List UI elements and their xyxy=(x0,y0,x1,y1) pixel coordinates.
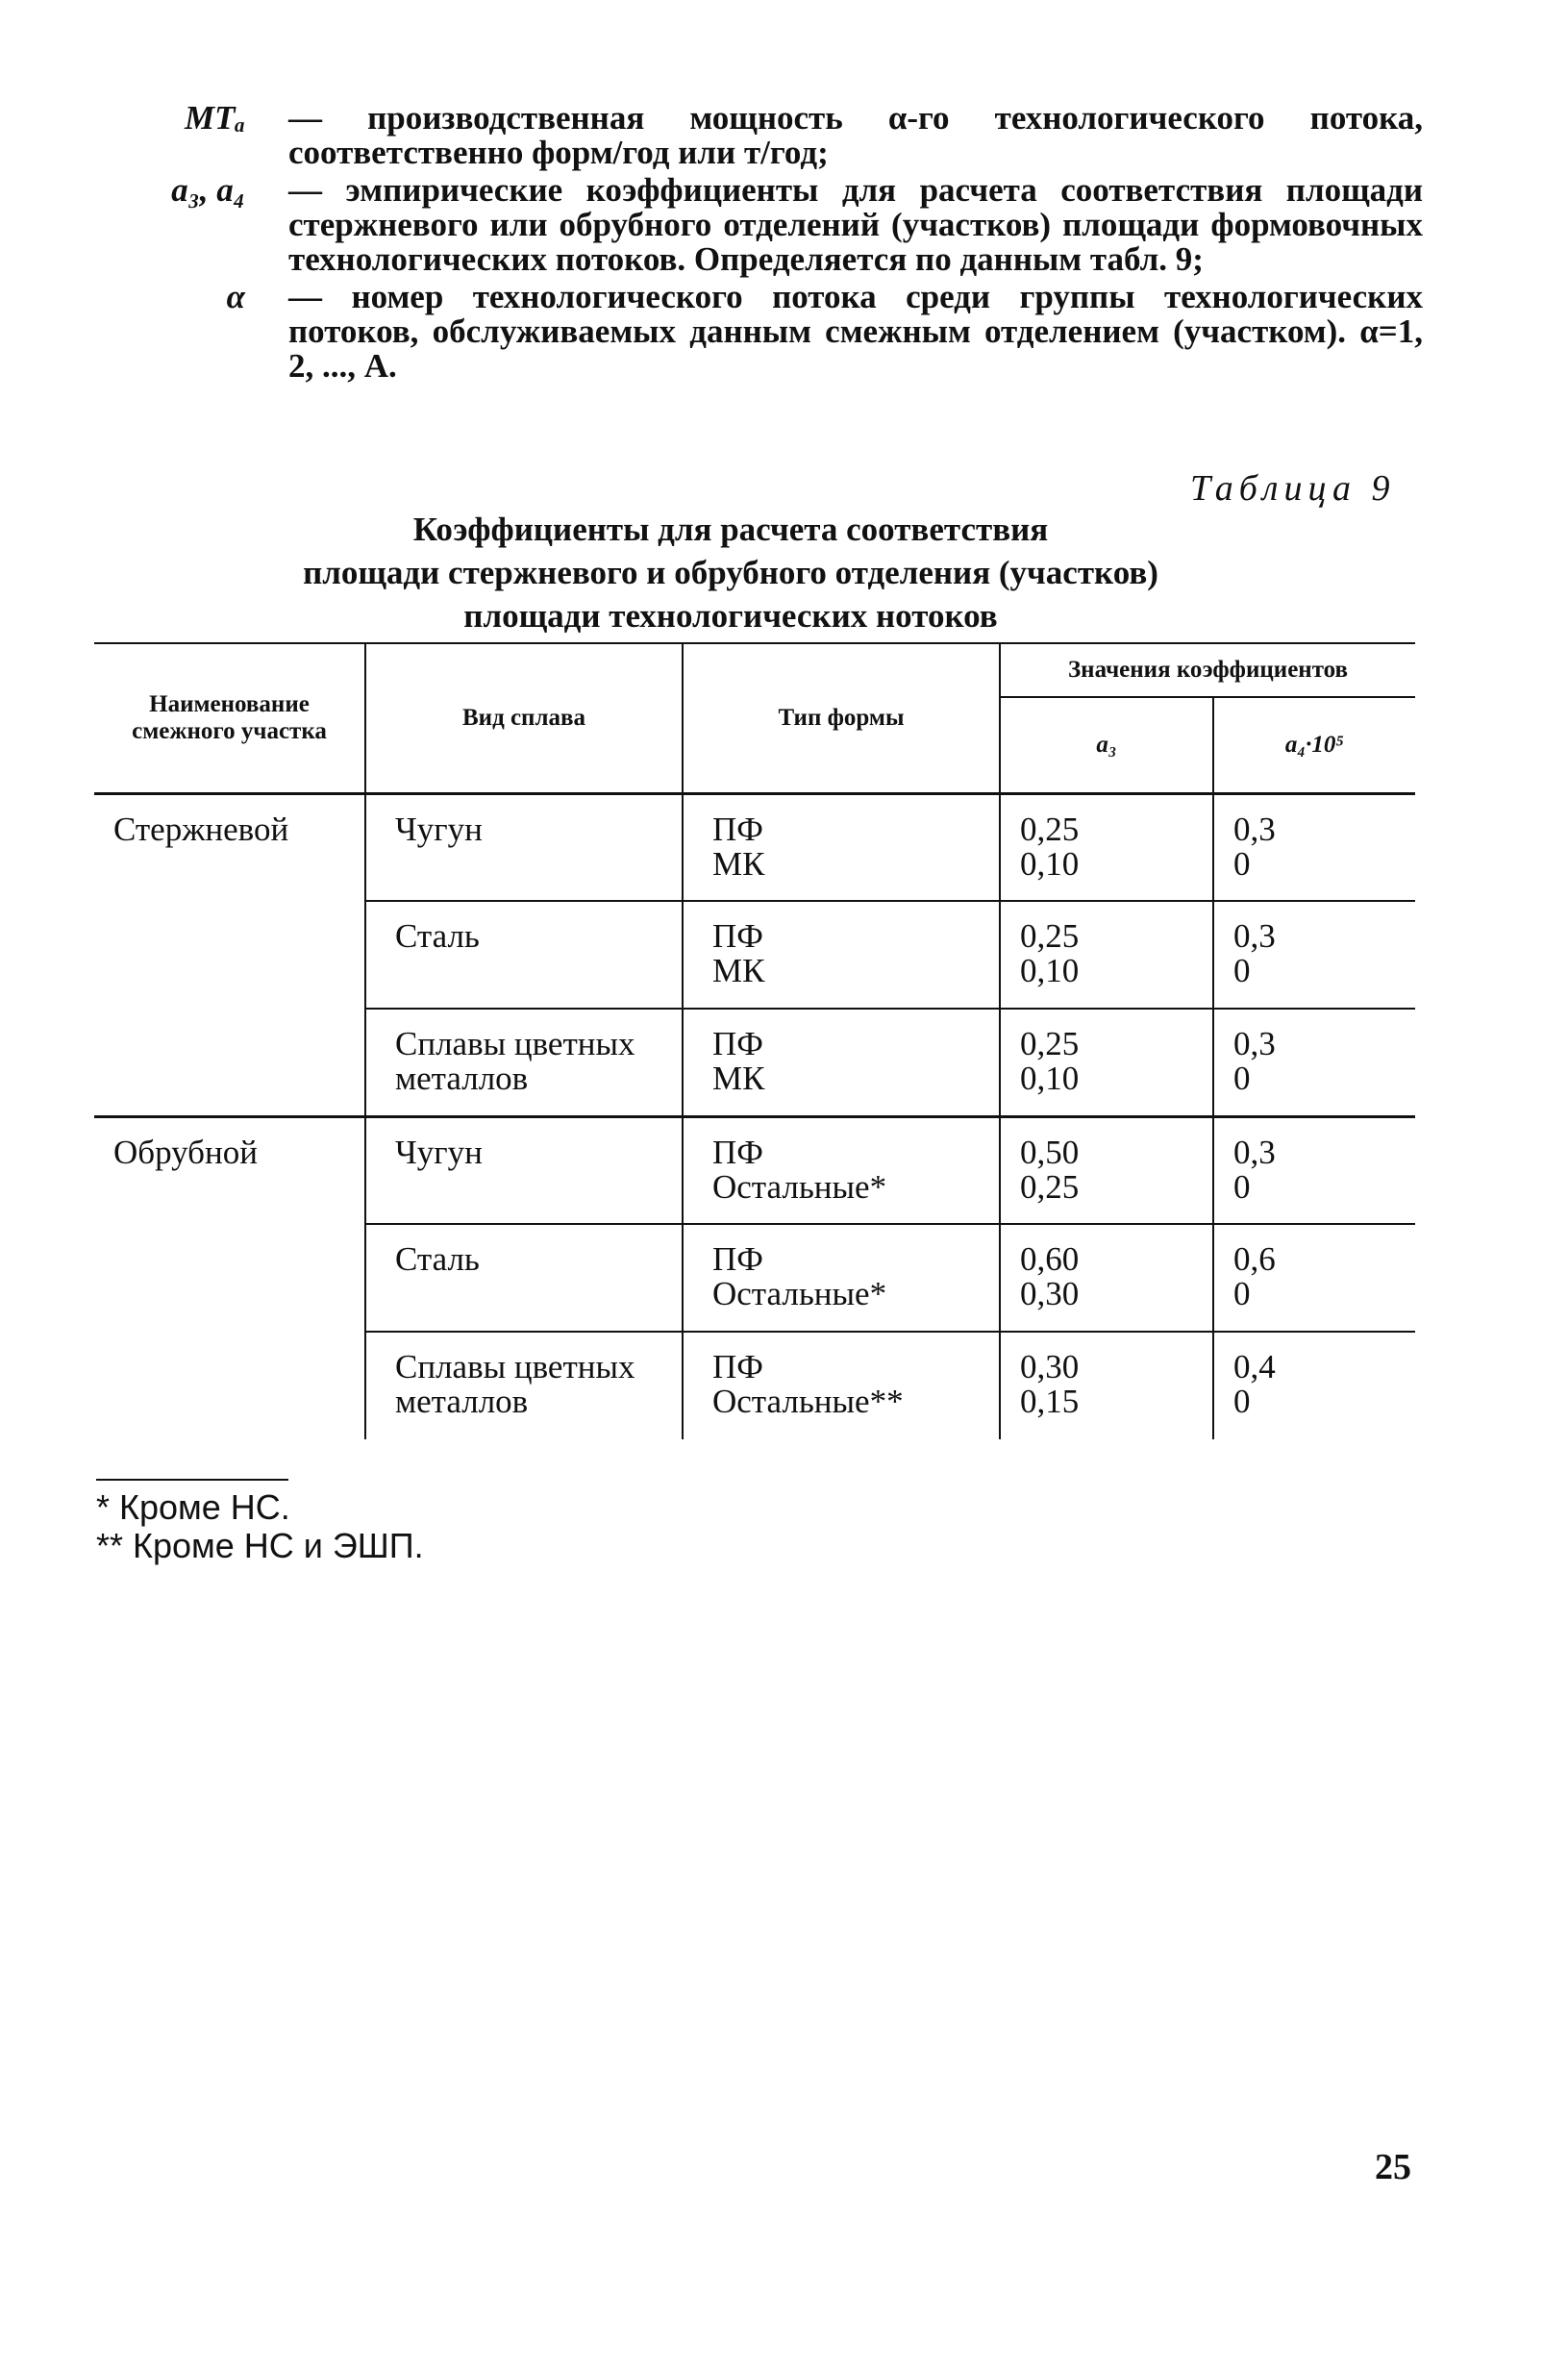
header-a4: a₄·10⁵ xyxy=(1213,697,1415,793)
a4-cell xyxy=(1213,1009,1415,1116)
form-cell xyxy=(683,1116,1000,1224)
alloy-cell: Сплавы цветных металлов xyxy=(365,1009,683,1116)
page-number: 25 xyxy=(1375,2147,1411,2187)
a4-cell-line: 0 xyxy=(1233,844,1251,883)
section-name: Обрубной xyxy=(113,1133,258,1171)
a3-cell-line: 0,25 xyxy=(1020,917,1080,955)
alloy-cell: Сталь xyxy=(365,901,683,1009)
definition-item xyxy=(185,99,1423,171)
form-cell xyxy=(683,1332,1000,1439)
header-section: Наименование смежного участка xyxy=(94,643,365,793)
a4-cell-line: 0,3 xyxy=(1233,1025,1276,1062)
a4-cell-line: 0,6 xyxy=(1233,1240,1276,1278)
table-row xyxy=(94,1116,1415,1224)
form-cell-line: МК xyxy=(712,952,765,989)
table-body xyxy=(94,793,1415,1439)
a3-cell-line: 0,15 xyxy=(1020,1383,1080,1420)
table-title xyxy=(250,508,1211,637)
a3-cell-line: 0,10 xyxy=(1020,952,1080,989)
form-cell-line: Остальные** xyxy=(712,1383,904,1420)
a4-cell xyxy=(1213,1224,1415,1332)
table-row xyxy=(94,793,1415,901)
footnote-rule xyxy=(96,1479,288,1481)
form-cell-line: ПФ xyxy=(712,810,763,848)
a3-cell xyxy=(1000,901,1213,1009)
form-cell xyxy=(683,1009,1000,1116)
a3-cell xyxy=(1000,793,1213,901)
footnote: * Кроме НС. xyxy=(96,1487,290,1527)
a3-cell-line: 0,10 xyxy=(1020,1060,1080,1097)
a4-cell-line: 0 xyxy=(1233,1060,1251,1097)
a3-cell-line: 0,10 xyxy=(1020,844,1080,883)
definitions-list xyxy=(171,99,1423,387)
a4-cell-line: 0,3 xyxy=(1233,917,1276,955)
a3-cell xyxy=(1000,1116,1213,1224)
header-values-group: Значения коэффициентов xyxy=(1000,643,1415,697)
form-cell xyxy=(683,901,1000,1009)
header-alloy: Вид сплава xyxy=(365,643,683,793)
a3-cell-line: 0,25 xyxy=(1020,810,1080,848)
table-caption: Таблица 9 xyxy=(1190,468,1396,509)
header-form: Тип формы xyxy=(683,643,1000,793)
a3-cell-line: 0,30 xyxy=(1020,1348,1080,1385)
alloy-cell: Сталь xyxy=(365,1224,683,1332)
definition-item xyxy=(226,278,1423,385)
form-cell-line: ПФ xyxy=(712,1133,763,1171)
a4-cell xyxy=(1213,793,1415,901)
form-cell xyxy=(683,793,1000,901)
a4-cell-line: 0,3 xyxy=(1233,1133,1276,1171)
table-title-line: Коэффициенты для расчета соответствия xyxy=(412,511,1049,548)
a4-cell-line: 0 xyxy=(1233,1275,1251,1312)
alloy-cell: Чугун xyxy=(365,1116,683,1224)
table-title-line: площади технологических нотоков xyxy=(463,597,998,635)
a3-cell-line: 0,30 xyxy=(1020,1275,1080,1312)
definition-item xyxy=(171,171,1423,278)
footnotes xyxy=(96,1488,424,1565)
form-cell-line: ПФ xyxy=(712,1348,763,1385)
form-cell-line: Остальные* xyxy=(712,1167,887,1206)
form-cell-line: ПФ xyxy=(712,917,763,955)
a4-cell-line: 0 xyxy=(1233,1167,1251,1206)
a3-cell xyxy=(1000,1332,1213,1439)
a3-cell-line: 0,25 xyxy=(1020,1167,1080,1206)
a4-cell-line: 0,4 xyxy=(1233,1348,1276,1385)
a3-cell-line: 0,50 xyxy=(1020,1133,1080,1171)
definition-symbol: MTₐ xyxy=(185,99,245,137)
a3-cell xyxy=(1000,1009,1213,1116)
form-cell-line: МК xyxy=(712,844,765,883)
a4-cell-line: 0 xyxy=(1233,1383,1251,1420)
a4-cell xyxy=(1213,1332,1415,1439)
alloy-cell: Сплавы цветных металлов xyxy=(365,1332,683,1439)
definition-text: — номер технологического потока среди группы технологических потоков, обслуживаемых данным смежным отделением (участком). α=1, 2, ..., А. xyxy=(288,278,1423,385)
definition-symbol: α xyxy=(226,278,245,315)
section-name: Стержневой xyxy=(94,793,365,1116)
form-cell-line: Остальные* xyxy=(712,1275,887,1312)
coefficients-table xyxy=(94,642,1415,1439)
header-a3: a₃ xyxy=(1000,697,1213,793)
alloy-cell: Чугун xyxy=(365,793,683,901)
a4-cell-line: 0 xyxy=(1233,952,1251,989)
a3-cell-line: 0,25 xyxy=(1020,1025,1080,1062)
form-cell-line: ПФ xyxy=(712,1240,763,1278)
a4-cell xyxy=(1213,901,1415,1009)
a3-cell xyxy=(1000,1224,1213,1332)
form-cell-line: ПФ xyxy=(712,1025,763,1062)
a4-cell xyxy=(1213,1116,1415,1224)
definition-text: — производственная мощность α-го технологического потока, соответственно форм/год или т/год; xyxy=(288,99,1423,171)
form-cell-line: МК xyxy=(712,1060,765,1097)
form-cell xyxy=(683,1224,1000,1332)
definition-text: — эмпирические коэффициенты для расчета соответствия площади стержневого или обрубного отделений (участков) площади формовочных технологических потоков. Определяется по данным табл. 9; xyxy=(288,171,1423,278)
a3-cell-line: 0,60 xyxy=(1020,1240,1080,1278)
footnote: ** Кроме НС и ЭШП. xyxy=(96,1526,424,1565)
a4-cell-line: 0,3 xyxy=(1233,810,1276,848)
definition-symbol: a₃, a₄ xyxy=(171,171,245,209)
table-title-line: площади стержневого и обрубного отделения (участков) xyxy=(303,554,1158,591)
